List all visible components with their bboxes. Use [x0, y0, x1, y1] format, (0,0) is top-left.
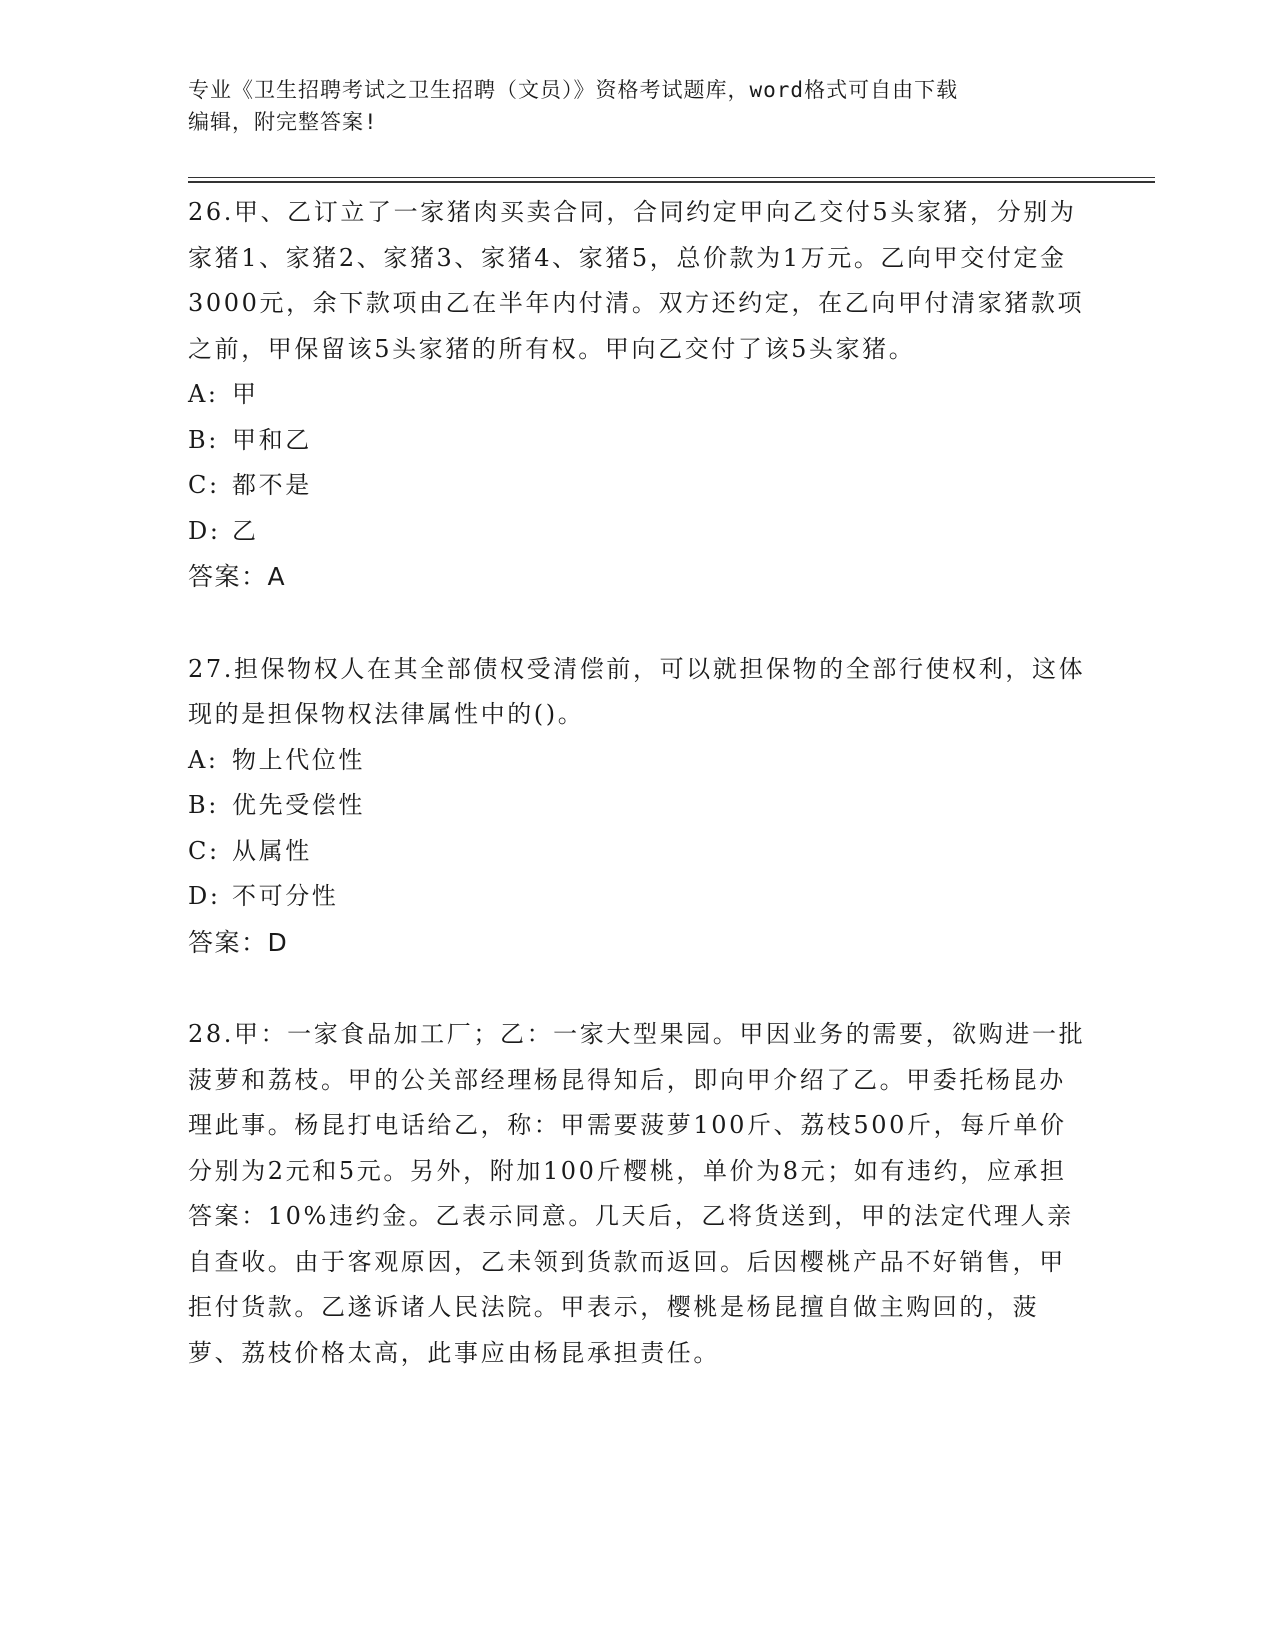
option-a [188, 738, 1088, 784]
option-key: A: [188, 745, 219, 774]
question-28 [188, 1012, 1088, 1376]
option-text: 乙 [232, 516, 259, 545]
option-c [188, 829, 1088, 875]
option-b [188, 418, 1088, 464]
option-key: D: [188, 516, 221, 545]
option-b [188, 783, 1088, 829]
option-text: 甲 [232, 380, 259, 408]
option-d [188, 509, 1088, 555]
question-list [188, 190, 1088, 1423]
question-text: 27.担保物权人在其全部债权受清偿前，可以就担保物的全部行使权利，这体现的是担保物权法律属性中的()。 [188, 654, 1086, 728]
option-key: B: [188, 791, 219, 819]
option-text: 优先受偿性 [232, 791, 365, 819]
option-text: 甲和乙 [232, 425, 312, 454]
question-26 [188, 190, 1088, 600]
option-key: C: [188, 471, 220, 499]
document-header [188, 74, 1068, 138]
header-intro-line-1: 专业《卫生招聘考试之卫生招聘（文员）》资格考试题库，word格式可自由下载 [188, 78, 959, 102]
option-key: B: [188, 425, 219, 454]
header-divider-thick [188, 181, 1155, 183]
option-c [188, 463, 1088, 509]
option-text: 都不是 [232, 471, 312, 499]
answer-label: 答案：A [188, 562, 287, 591]
answer-label: 答案：D [188, 927, 289, 957]
option-a [188, 372, 1088, 418]
option-key: A: [188, 380, 219, 408]
header-intro-line-2: 编辑，附完整答案! [188, 110, 378, 134]
question-27 [188, 647, 1088, 966]
question-text: 26.甲、乙订立了一家猪肉买卖合同，合同约定甲向乙交付5头家猪，分别为家猪1、家猪2、家猪3、家猪4、家猪5，总价款为1万元。乙向甲交付定金3000元，余下款项由乙在半年内付清。双方还约定，在乙向甲付清家猪款项之前，甲保留该5头家猪的所有权。甲向乙交付了该5头家猪。 [188, 198, 1085, 363]
option-text: 物上代位性 [232, 745, 365, 774]
option-text: 不可分性 [232, 882, 339, 910]
option-key: C: [188, 836, 220, 865]
option-text: 从属性 [232, 836, 312, 865]
option-d [188, 874, 1088, 920]
option-key: D: [188, 882, 221, 910]
header-divider-thin [188, 177, 1155, 178]
question-text: 28.甲：一家食品加工厂；乙：一家大型果园。甲因业务的需要，欲购进一批菠萝和荔枝。甲的公关部经理杨昆得知后，即向甲介绍了乙。甲委托杨昆办理此事。杨昆打电话给乙，称：甲需要菠萝100斤、荔枝500斤，每斤单价分别为2元和5元。另外，附加100斤樱桃，单价为8元；如有违约，应承担答案：10%违约金。乙表示同意。几天后，乙将货送到，甲的法定代理人亲自查收。由于客观原因，乙未领到货款而返回。后因樱桃产品不好销售，甲拒付货款。乙遂诉诸人民法院。甲表示，樱桃是杨昆擅自做主购回的，菠萝、荔枝价格太高，此事应由杨昆承担责任。 [188, 1020, 1086, 1367]
